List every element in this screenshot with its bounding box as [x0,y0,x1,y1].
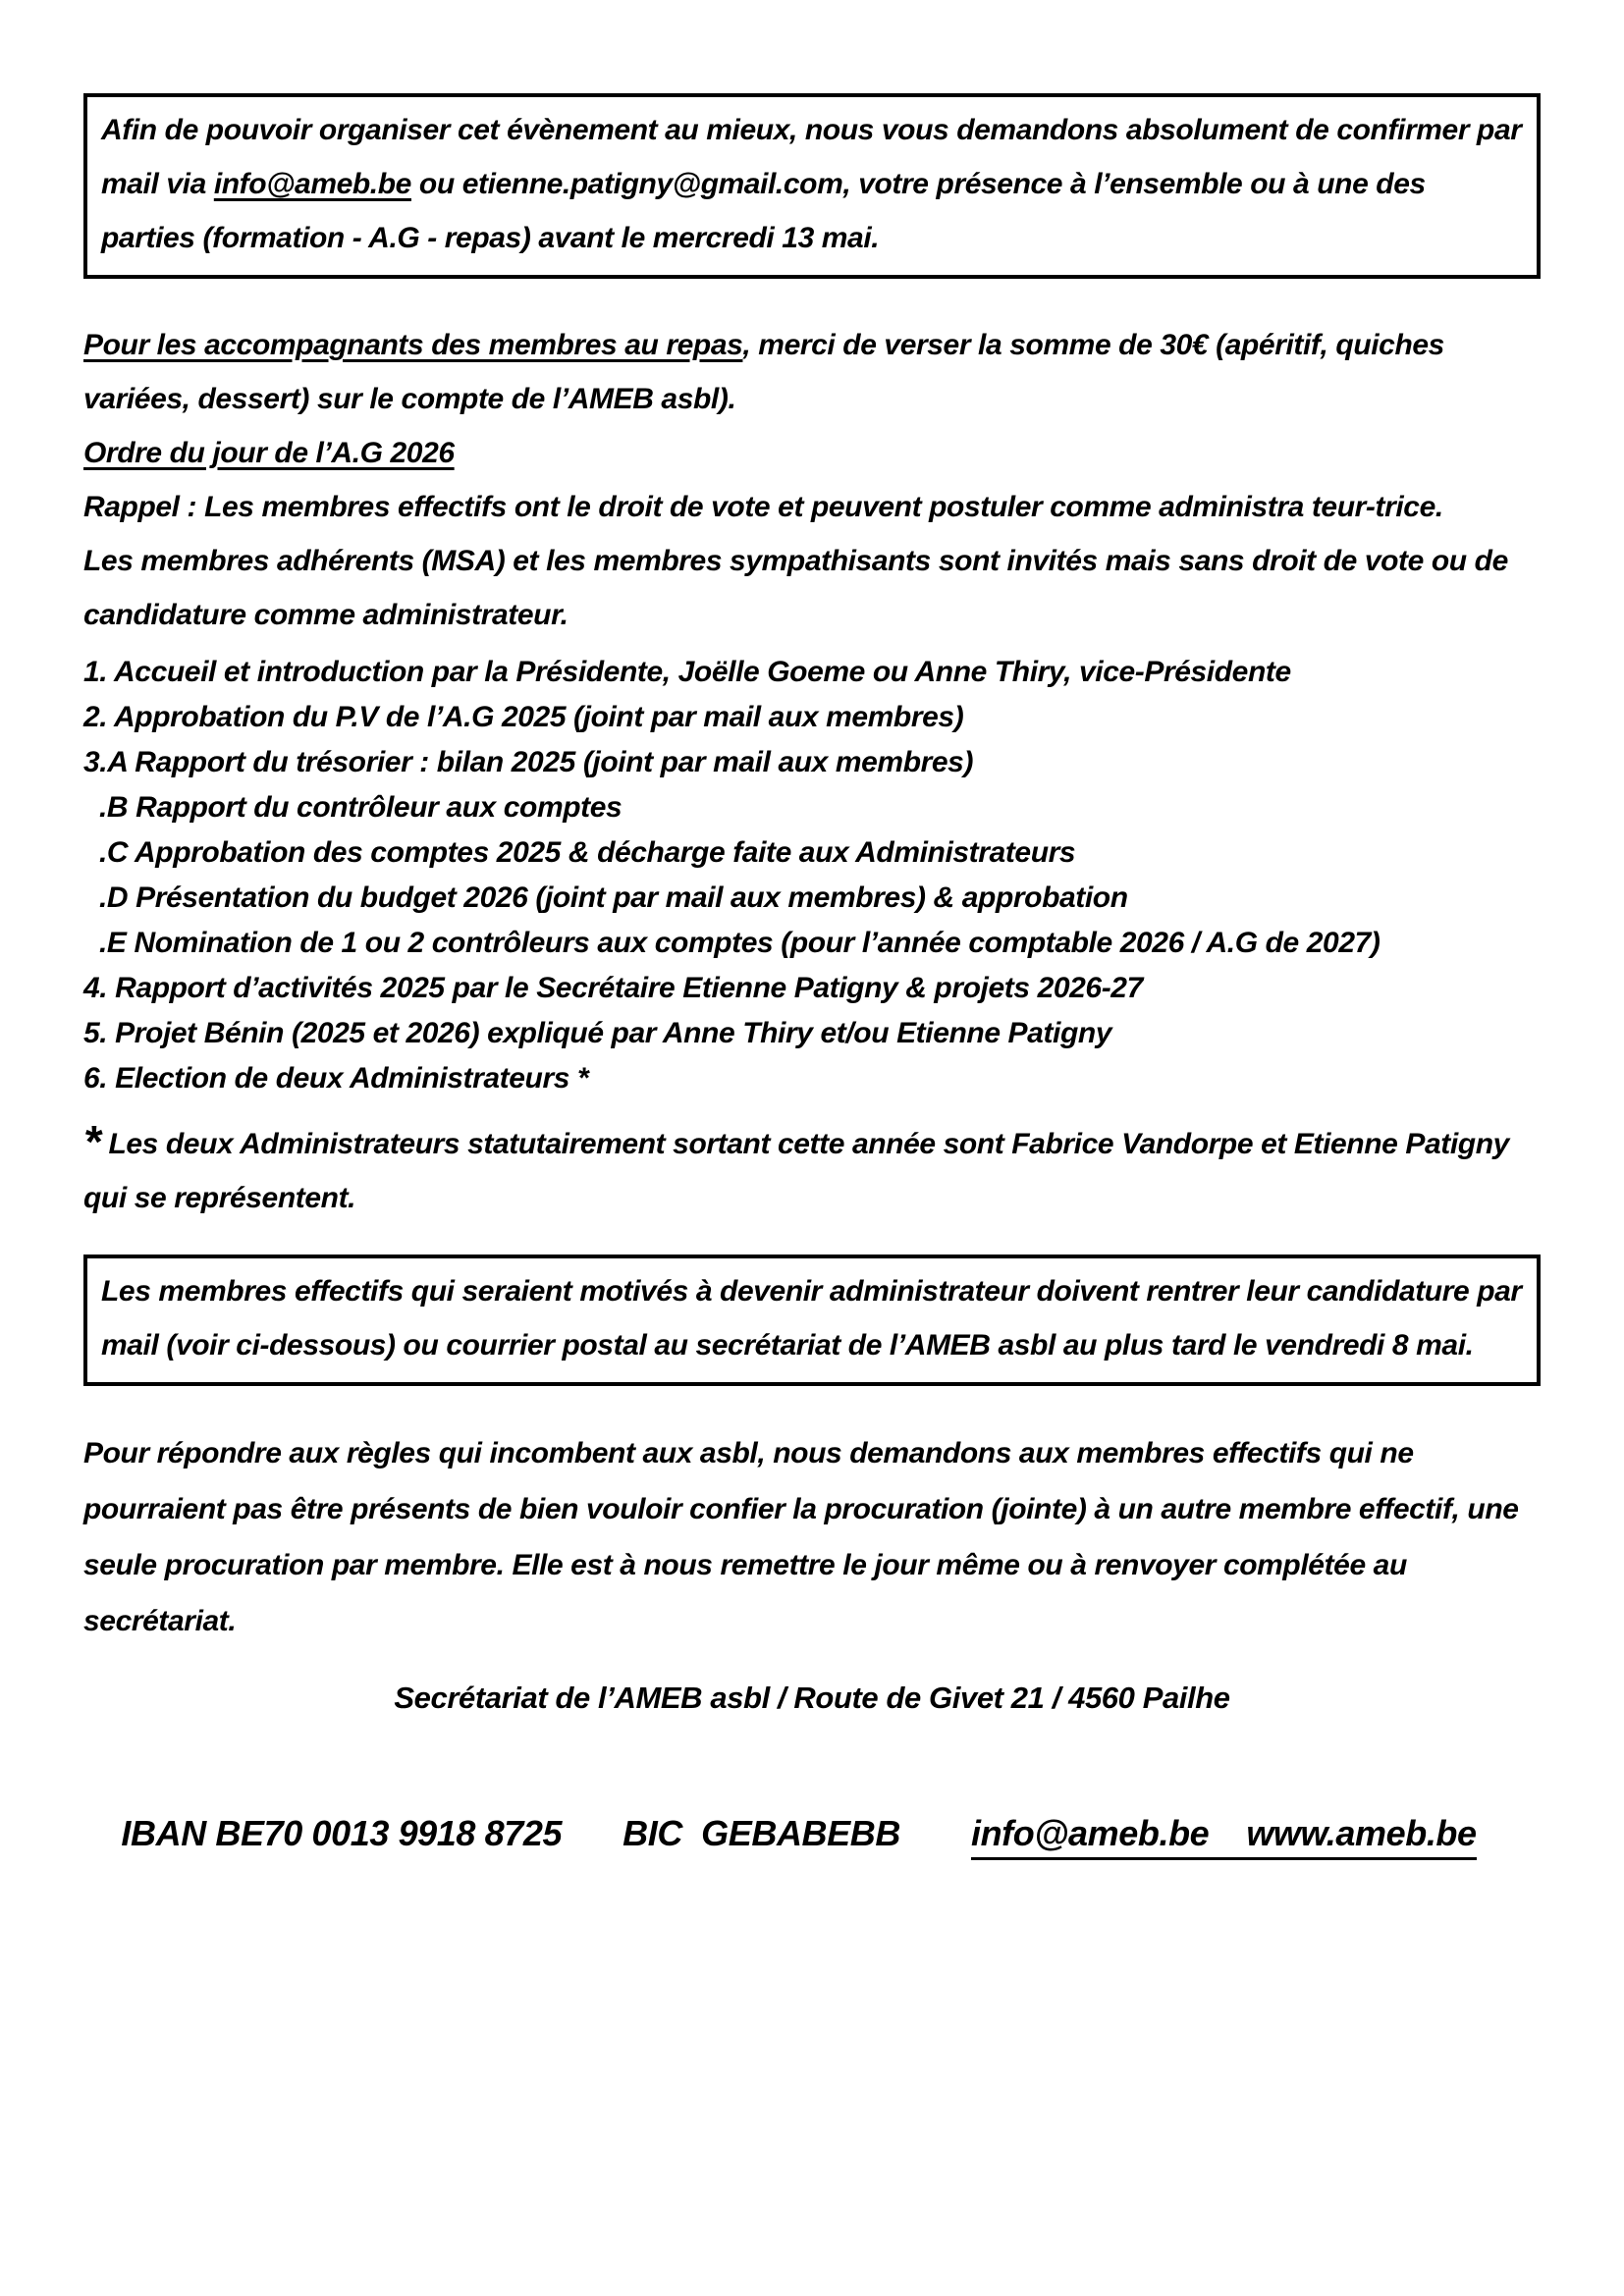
agenda-rappel: Rappel : Les membres effectifs ont le droit de vote et peuvent postuler comme administra teur-trice. [83,491,1443,523]
asterisk-mark: * [83,1116,101,1167]
agenda-list [83,650,1541,1101]
confirmation-notice-box [83,93,1541,279]
payment-paragraph-rest: , merci de verser la somme de 30€ (apéritif, quiches variées, dessert) sur le compte de l’AMEB asbl). [83,329,1444,415]
agenda-title [83,426,1541,480]
website-link-footer[interactable]: www.ameb.be [1246,1813,1477,1853]
agenda-item-3e: .E Nomination de 1 ou 2 contrôleurs aux comptes (pour l’année comptable 2026 / A.G de 2027) [99,927,1380,959]
administrators-footnote [83,1117,1541,1225]
agenda-item-2: 2. Approbation du P.V de l’A.G 2025 (joint par mail aux membres) [83,701,964,733]
secretariat-address-line: Secrétariat de l’AMEB asbl / Route de Givet 21 / 4560 Pailhe [394,1681,1230,1715]
confirmation-text-after-email: ou etienne.patigny@gmail.com, votre présence à l’ensemble ou à une des parties (formation - A.G - repas) avant le mercredi 13 mai. [101,168,1426,254]
bank-contact-line [83,1769,1541,1898]
agenda-item-4: 4. Rapport d’activités 2025 par le Secrétaire Etienne Patigny & projets 2026-27 [83,972,1143,1004]
agenda-item-3b: .B Rapport du contrôleur aux comptes [99,791,623,824]
proxy-paragraph: Pour répondre aux règles qui incombent aux asbl, nous demandons aux membres effectifs qui ne pourraient pas être présents de bien vouloir confier la procuration (jointe) à un autre membre effectif, une seule procuration par membre. Elle est à nous remettre le jour même ou à renvoyer complétée au secrétariat. [83,1437,1519,1637]
payment-paragraph-underlined-lead: Pour les accompagnants des membres au repas [83,329,743,361]
administrators-footnote-text: Les deux Administrateurs statutairement sortant cette année sont Fabrice Vandorpe et Etienne Patigny qui se représentent. [83,1128,1509,1214]
iban-number: IBAN BE70 0013 9918 8725 [121,1813,563,1853]
agenda-title-text: Ordre du jour de l’A.G 2026 [83,437,455,469]
candidacy-notice-text: Les membres effectifs qui seraient motivés à devenir administrateur doivent rentrer leur candidature par mail (voir ci-dessous) ou courrier postal au secrétariat de l’AMEB asbl au plus tard le vendredi 8 mai. [101,1275,1522,1362]
bic-code: BIC GEBABEBB [623,1813,900,1853]
email-link-footer[interactable]: info@ameb.be [970,1813,1210,1853]
confirmation-text-before-email: Afin de pouvoir organiser cet évènement au mieux, nous vous demandons absolument de confirmer par mail via [101,114,1522,200]
agenda-item-6: 6. Election de deux Administrateurs * [83,1062,589,1095]
agenda-membership-note: Les membres adhérents (MSA) et les membres sympathisants sont invités mais sans droit de vote ou de candidature comme administrateur. [83,545,1508,631]
agenda-item-1: 1. Accueil et introduction par la Présidente, Joëlle Goeme ou Anne Thiry, vice-Présidente [83,656,1291,688]
agenda-item-3c: .C Approbation des comptes 2025 & décharge faite aux Administrateurs [99,836,1076,869]
agenda-item-3d: .D Présentation du budget 2026 (joint par mail aux membres) & approbation [99,881,1128,914]
agenda-item-3a: 3.A Rapport du trésorier : bilan 2025 (joint par mail aux membres) [83,746,974,778]
email-link-info-ameb[interactable]: info@ameb.be [213,168,411,200]
candidacy-notice-box [83,1255,1541,1386]
agenda-item-5: 5. Projet Bénin (2025 et 2026) expliqué par Anne Thiry et/ou Etienne Patigny [83,1017,1112,1049]
contact-links [971,1813,1477,1860]
payment-paragraph [83,318,1541,426]
